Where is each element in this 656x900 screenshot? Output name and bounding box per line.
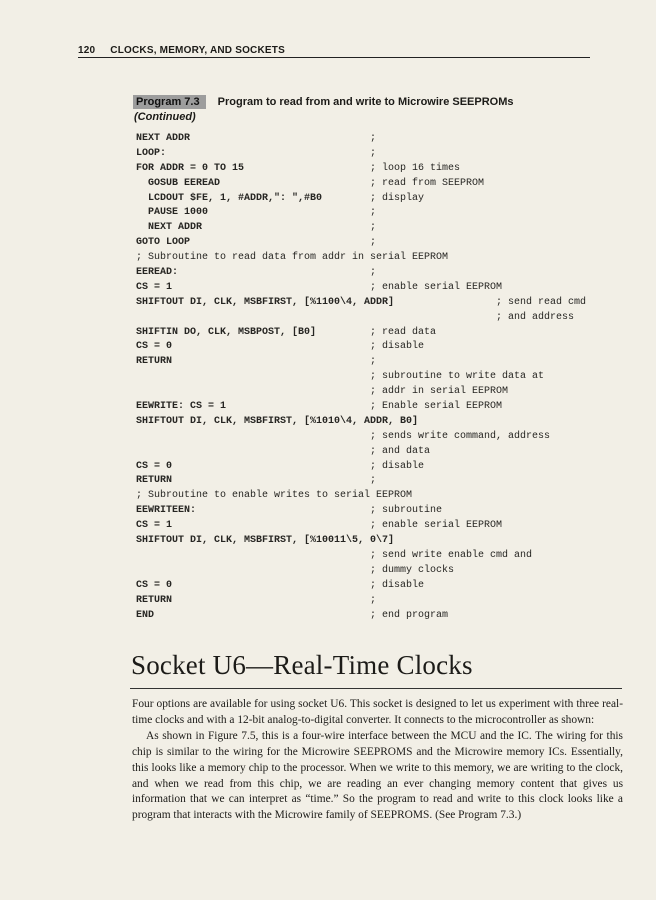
code-line — [136, 296, 636, 311]
code-line — [136, 489, 636, 504]
code-line — [136, 281, 636, 296]
code-statement: LCDOUT $FE, 1, #ADDR,": ",#B0 — [136, 192, 323, 204]
code-comment: ; — [370, 207, 377, 219]
code-statement: PAUSE 1000 — [136, 207, 209, 219]
code-comment: ; — [370, 594, 377, 606]
code-comment: ; subroutine — [370, 505, 443, 517]
code-line — [136, 460, 636, 475]
code-statement: CS = 0 — [136, 341, 173, 353]
code-statement: NEXT ADDR — [136, 133, 191, 144]
code-comment: ; — [370, 267, 377, 279]
code-comment: ; loop 16 times — [370, 162, 461, 174]
code-statement: GOSUB EEREAD — [136, 177, 221, 189]
code-statement: GOTO LOOP — [136, 237, 191, 249]
code-statement: EEWRITEEN: — [136, 505, 197, 517]
code-line — [136, 579, 636, 594]
code-comment: ; send write enable cmd and — [370, 549, 533, 561]
code-line — [136, 430, 636, 445]
code-line — [136, 132, 636, 147]
code-comment: ; display — [370, 192, 425, 204]
code-line — [136, 400, 636, 415]
running-header — [78, 45, 590, 58]
code-comment: ; enable serial EEPROM — [370, 281, 503, 293]
code-line — [136, 519, 636, 534]
program-caption — [133, 95, 514, 109]
code-statement: CS = 0 — [136, 460, 173, 472]
code-statement: CS = 0 — [136, 579, 173, 591]
code-comment: ; and address — [496, 311, 575, 323]
page-number: 120 — [78, 45, 96, 56]
paragraph: Four options are available for using socket U6. This socket is designed to let us experiment with three real-time clocks and with a 12-bit analog-to-digital converter. It connects to the microcontroller as shown: — [132, 698, 623, 726]
code-line — [136, 236, 636, 251]
code-comment: ; dummy clocks — [370, 564, 455, 576]
running-title: CLOCKS, MEMORY, AND SOCKETS — [110, 45, 285, 56]
code-comment: ; and data — [370, 445, 431, 457]
code-comment: ; disable — [370, 579, 425, 591]
code-line — [136, 594, 636, 609]
code-line — [136, 266, 636, 281]
code-listing — [136, 132, 636, 623]
code-statement: RETURN — [136, 356, 173, 368]
code-line — [136, 340, 636, 355]
code-line — [136, 251, 636, 266]
code-statement: CS = 1 — [136, 520, 173, 532]
program-continued: (Continued) — [134, 111, 196, 123]
code-statement: CS = 1 — [136, 281, 173, 293]
body-text — [132, 697, 623, 824]
code-comment: ; — [370, 222, 377, 234]
program-label: Program 7.3 — [133, 95, 206, 109]
code-line — [136, 415, 636, 430]
section-rule — [130, 688, 622, 689]
code-line — [136, 162, 636, 177]
code-comment: ; addr in serial EEPROM — [370, 386, 509, 398]
code-line — [136, 504, 636, 519]
code-line — [136, 192, 636, 207]
code-comment: ; disable — [370, 341, 425, 353]
code-comment: ; — [370, 147, 377, 159]
code-comment: ; subroutine to write data at — [370, 371, 545, 383]
code-line — [136, 221, 636, 236]
code-comment: ; — [370, 237, 377, 249]
code-comment: ; — [370, 475, 377, 487]
code-line — [136, 385, 636, 400]
code-comment: ; disable — [370, 460, 425, 472]
code-line — [136, 177, 636, 192]
code-line — [136, 609, 636, 624]
code-statement: FOR ADDR = 0 TO 15 — [136, 162, 245, 174]
code-statement: SHIFTOUT DI, CLK, MSBFIRST, [%1010\4, ADDR, B0] — [136, 415, 419, 427]
code-line — [136, 326, 636, 341]
code-comment: ; enable serial EEPROM — [370, 520, 503, 532]
code-statement: RETURN — [136, 475, 173, 487]
code-comment: ; — [370, 356, 377, 368]
section-heading: Socket U6—Real-Time Clocks — [131, 650, 473, 680]
code-line — [136, 474, 636, 489]
code-statement: SHIFTOUT DI, CLK, MSBFIRST, [%1100\4, ADDR] — [136, 296, 395, 308]
code-line — [136, 534, 636, 549]
code-statement: EEWRITE: CS = 1 — [136, 401, 227, 413]
code-statement: SHIFTOUT DI, CLK, MSBFIRST, [%10011\5, 0\7] — [136, 535, 395, 547]
code-statement: NEXT ADDR — [136, 222, 203, 234]
code-comment: ; send read cmd — [496, 296, 587, 308]
code-comment-line: ; Subroutine to read data from addr in serial EEPROM — [136, 252, 449, 264]
code-statement: LOOP: — [136, 147, 167, 159]
code-comment: ; — [370, 133, 377, 144]
code-statement: RETURN — [136, 594, 173, 606]
code-comment: ; sends write command, address — [370, 430, 551, 442]
code-comment: ; read data — [370, 326, 437, 338]
code-line — [136, 445, 636, 460]
code-line — [136, 355, 636, 370]
code-comment: ; end program — [370, 609, 449, 621]
code-comment: ; Enable serial EEPROM — [370, 401, 503, 413]
code-line — [136, 370, 636, 385]
code-statement: END — [136, 609, 155, 621]
program-title: Program to read from and write to Microwire SEEPROMs — [217, 96, 514, 108]
code-line — [136, 564, 636, 579]
code-statement: SHIFTIN DO, CLK, MSBPOST, [B0] — [136, 326, 317, 338]
code-line — [136, 206, 636, 221]
code-comment: ; read from SEEPROM — [370, 177, 485, 189]
code-line — [136, 311, 636, 326]
code-comment-line: ; Subroutine to enable writes to serial EEPROM — [136, 490, 413, 502]
code-statement: EEREAD: — [136, 267, 179, 279]
paragraph: As shown in Figure 7.5, this is a four-wire interface between the MCU and the IC. The wiring for this chip is similar to the wiring for the Microwire SEEPROMS and the Microwire memory ICs. Essentially, this looks like a memory chip to the processor. When we write to this memory, we are writing to the clock, and when we read from this chip, we are reading an ever changing memory content that gives us information that we can interpret as “time.” So the program to read and write to this clock looks like a program that interacts with the Microwire family of SEEPROMS. (See Program 7.3.) — [132, 729, 623, 822]
code-line — [136, 147, 636, 162]
code-line — [136, 549, 636, 564]
